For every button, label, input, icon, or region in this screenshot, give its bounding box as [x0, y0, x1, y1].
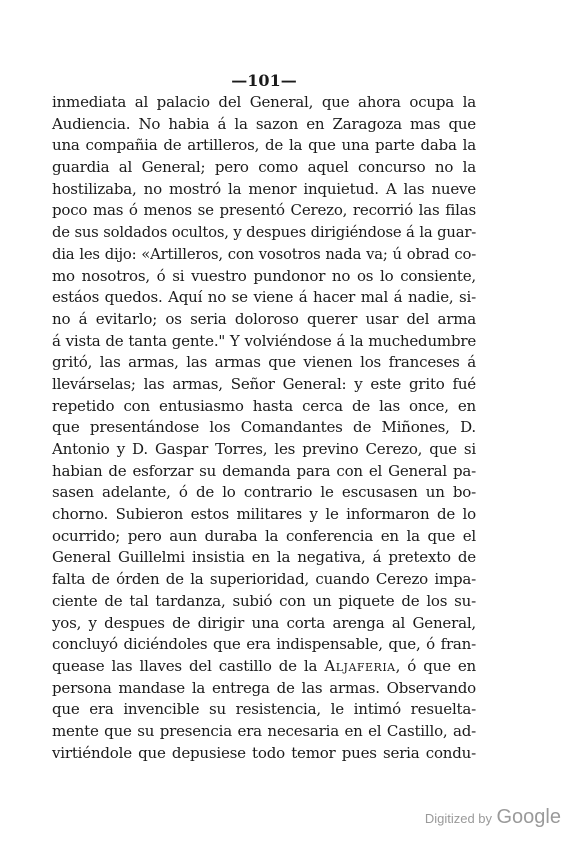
text-line-1: inmediata al palacio del General, que ahora ocupa la: [52, 93, 476, 111]
text-line-15: repetido con entusiasmo hasta cerca de las once, en: [52, 396, 476, 415]
text-line-28: persona mandase la entrega de las armas. Observando: [52, 678, 476, 697]
text-line-31: virtiéndole que depusiese todo temor pues seria condu-: [52, 743, 476, 762]
watermark-prefix: Digitized by: [424, 811, 493, 826]
text-line-29: que era invencible su resistencia, le intimó resuelta-: [52, 700, 476, 719]
text-line-12: á vista de tanta gente." Y volviéndose á la muchedumbre: [52, 331, 476, 350]
text-line-22: General Guillelmi insistia en la negativa, á pretexto de: [52, 548, 476, 567]
text-line-14: llevárselas; las armas, Señor General: y este grito fué: [52, 374, 476, 393]
text-line-27-head: quease las llaves del castillo de la: [52, 656, 318, 675]
text-line-23: falta de órden de la superioridad, cuando Cerezo impa-: [52, 570, 476, 589]
text-line-6: poco mas ó menos se presentó Cerezo, recorrió las filas: [52, 201, 476, 220]
page-number: —101—: [231, 71, 297, 90]
book-page: [52, 70, 476, 764]
watermark-brand: Google: [496, 806, 561, 828]
text-line-2: Audiencia. No habia á la sazon en Zaragoza mas que: [52, 114, 476, 133]
text-line-7: de sus soldados ocultos, y despues dirigiéndose á la guar-: [52, 224, 476, 242]
text-line-9: mo nosotros, ó si vuestro pundonor no os lo consiente,: [52, 266, 476, 285]
body-text: [52, 92, 476, 764]
text-line-4: guardia al General; pero como aquel concurso no la: [52, 158, 476, 177]
text-line-5: hostilizaba, no mostró la menor inquietud. A las nueve: [52, 179, 476, 198]
text-line-10: estáos quedos. Aquí no se viene á hacer mal á nadie, si-: [52, 288, 476, 307]
text-line-18: habian de esforzar su demanda para con el General pa-: [52, 461, 476, 480]
text-line-26: concluyó diciéndoles que era indispensable, que, ó fran-: [52, 635, 476, 654]
text-line-11: no á evitarlo; os seria doloroso querer usar del arma: [52, 309, 476, 328]
text-line-3: una compañia de artilleros, de la que una parte daba la: [52, 136, 476, 155]
digitized-watermark: [425, 806, 561, 829]
text-line-30: mente que su presencia era necesaria en el Castillo, ad-: [52, 721, 476, 740]
text-line-16: que presentándose los Comandantes de Miñones, D.: [52, 418, 476, 437]
text-line-27: [52, 656, 476, 678]
text-line-19: sasen adelante, ó de lo contrario le escusasen un bo-: [52, 483, 476, 502]
text-line-17: Antonio y D. Gaspar Torres, les previno Cerezo, que si: [52, 440, 476, 458]
text-line-25: yos, y despues de dirigir una corta arenga al General,: [52, 613, 476, 632]
text-line-13: gritó, las armas, las armas que vienen los franceses á: [52, 353, 476, 372]
text-line-20: chorno. Subieron estos militares y le informaron de lo: [52, 505, 476, 524]
text-line-24: ciente de tal tardanza, subió con un piquete de los su-: [52, 591, 476, 610]
text-line-8: dia les dijo: «Artilleros, con vosotros nada va; ú obrad co-: [52, 245, 476, 263]
text-line-27-tail: , ó que en: [395, 656, 477, 675]
text-line-21: ocurrido; pero aun duraba la conferencia en la que el: [52, 526, 476, 545]
place-name-smallcaps: Aljaferia: [324, 656, 396, 675]
